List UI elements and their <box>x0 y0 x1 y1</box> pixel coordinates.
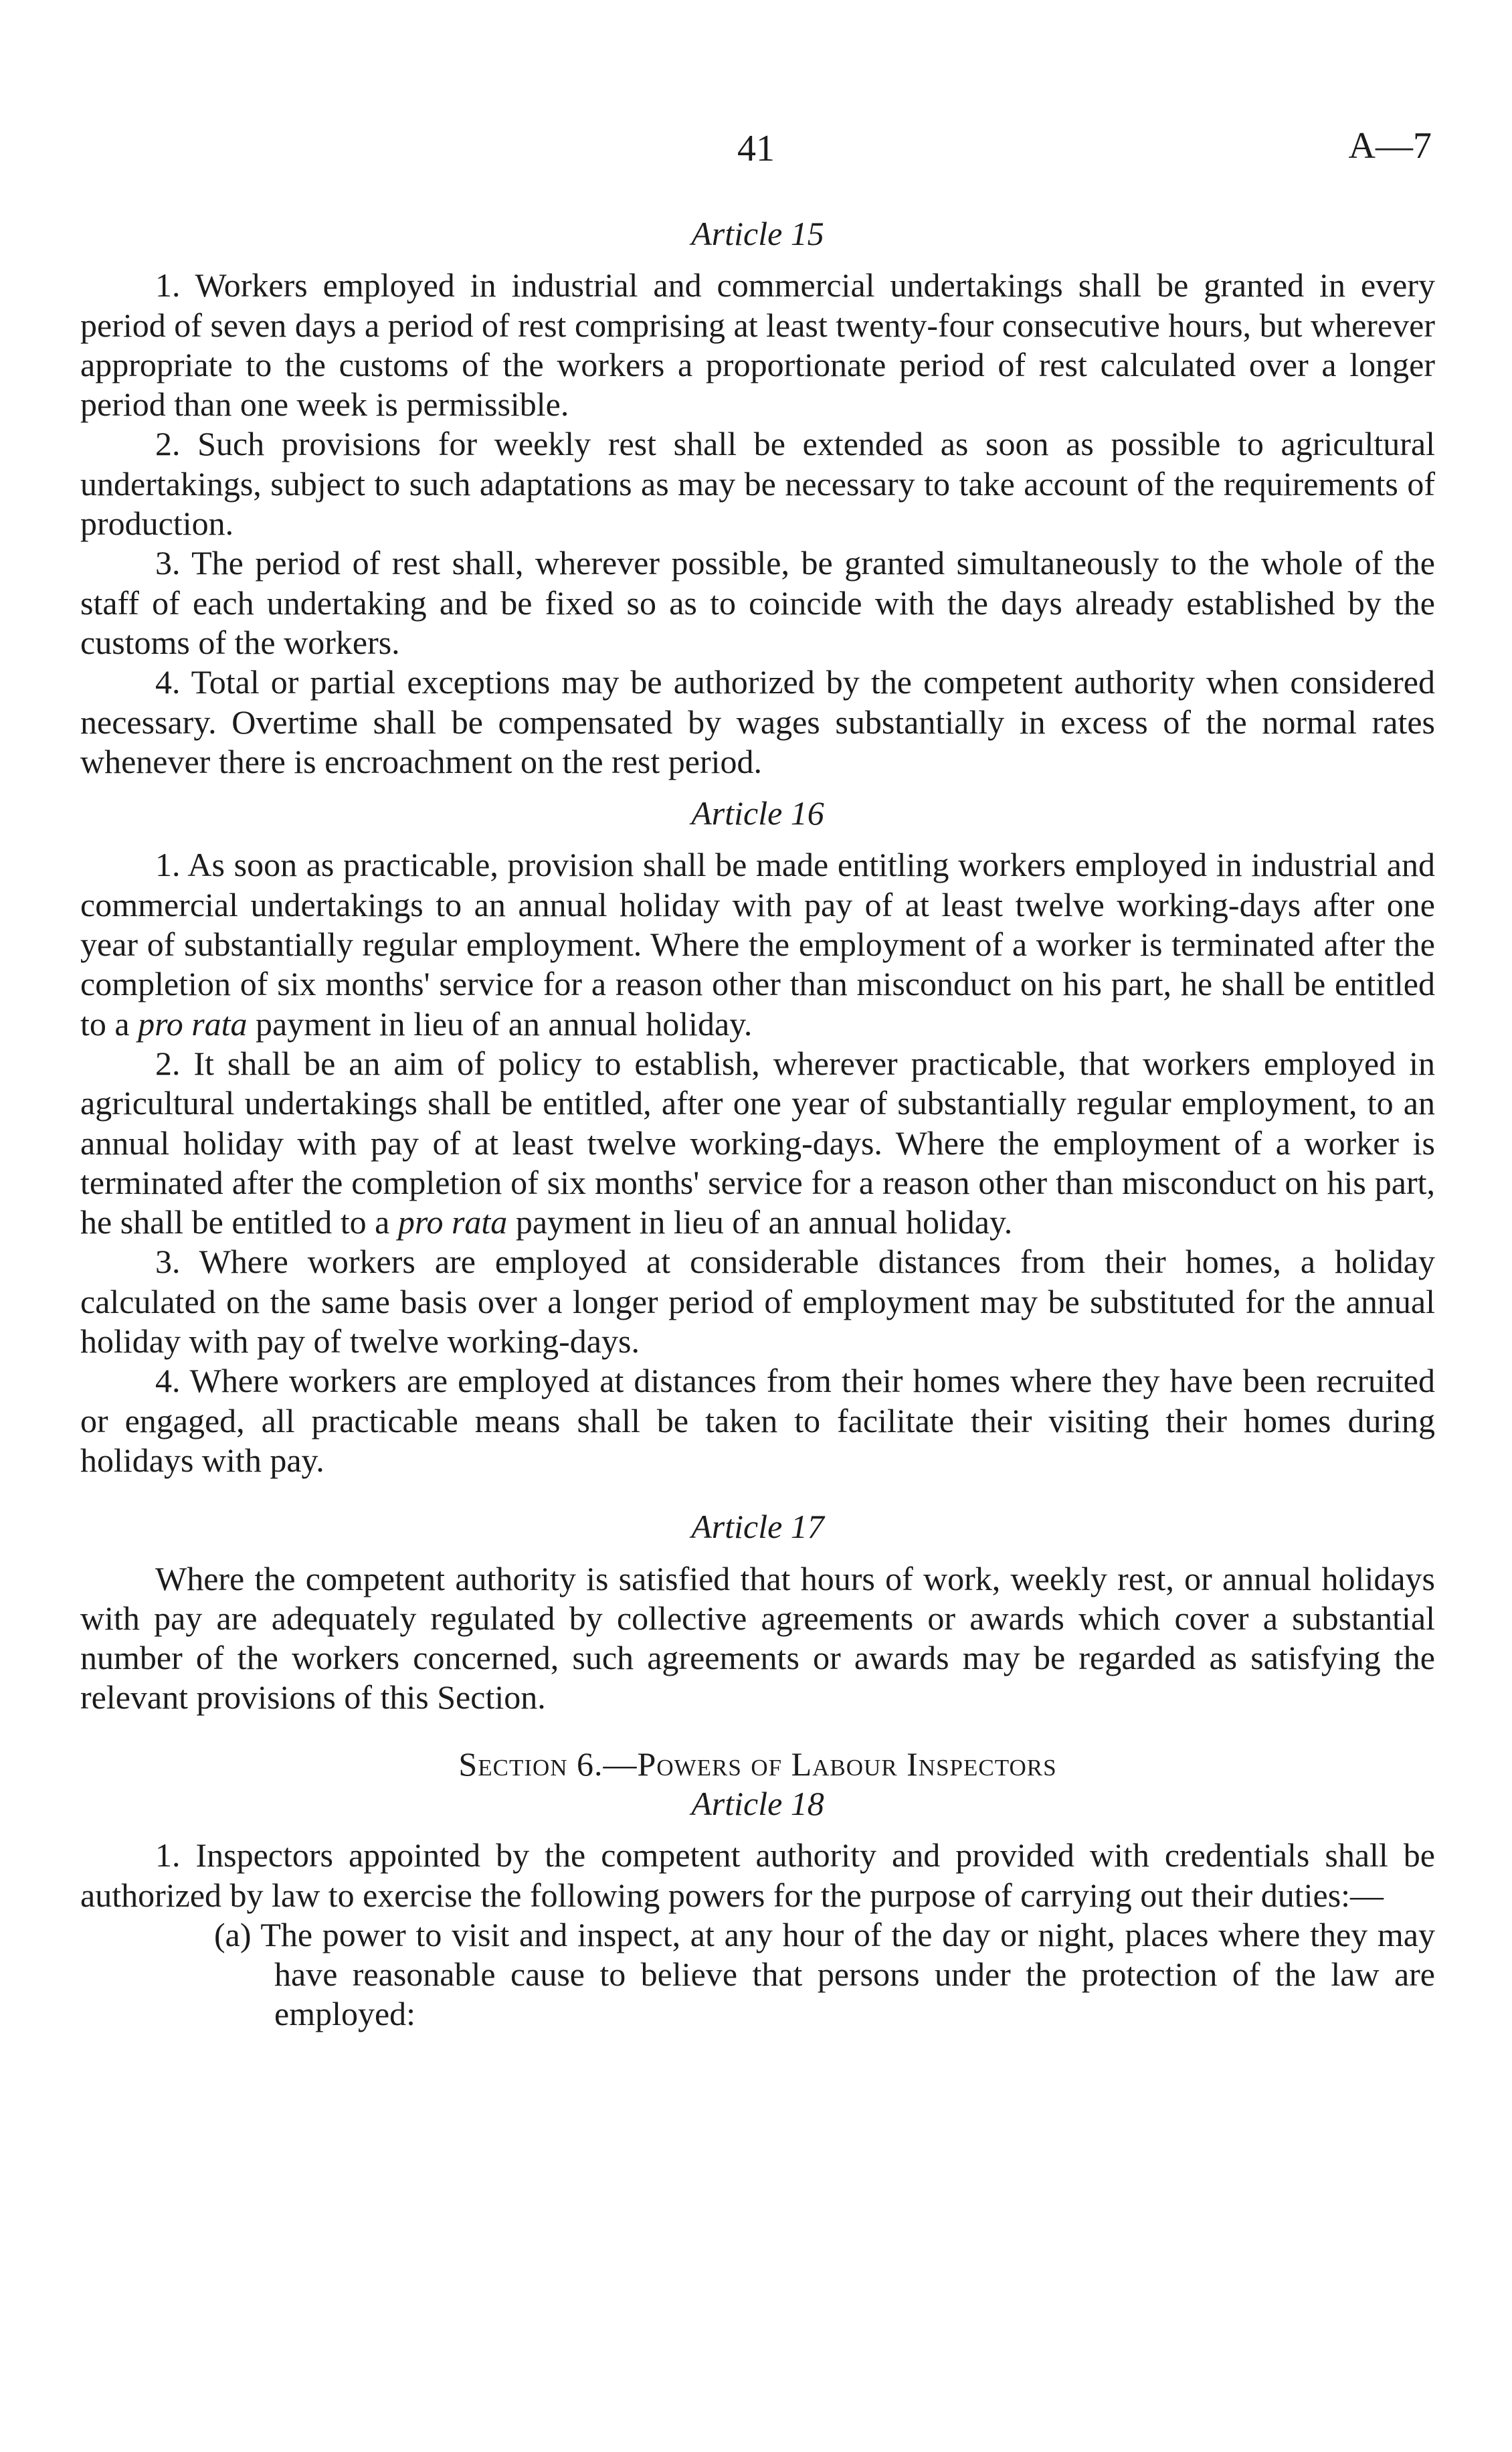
article-18-item-a: (a) The power to visit and inspect, at any hour of the day or night, places where they may have reasonable cause to believe that persons under the protection of the law are employed: <box>214 1915 1435 2033</box>
article-16-paragraph-1 <box>80 845 1435 1043</box>
article-18-paragraph-1: 1. Inspectors appointed by the competent authority and provided with credentials shall be authorized by law to exercise the following powers for the purpose of carrying out their duties:— <box>80 1836 1435 1914</box>
article-16-p1-latin-term: pro rata <box>138 1004 248 1043</box>
article-16-paragraph-4: 4. Where workers are employed at distances from their homes where they have been recruited or engaged, all practicable means shall be taken to facilitate their visiting their homes during holidays with pay. <box>80 1362 1435 1479</box>
article-16-p2-text-end: payment in lieu of an annual holiday. <box>507 1203 1013 1241</box>
article-16-p1-text-end: payment in lieu of an annual holiday. <box>247 1004 753 1043</box>
article-16-paragraph-3: 3. Where workers are employed at considerable distances from their homes, a holiday calculated on the same basis over a longer period of employment may be substituted for the annual holiday with pay of twelve working-days. <box>80 1243 1435 1361</box>
article-16-p2-latin-term: pro rata <box>397 1203 508 1241</box>
article-15-paragraph-4: 4. Total or partial exceptions may be authorized by the competent authority when considered necessary. Overtime shall be compensated by wages substantially in excess of the normal rates whenever there is encroachment on the rest period. <box>80 663 1435 780</box>
article-15-paragraph-3: 3. The period of rest shall, wherever possible, be granted simultaneously to the whole of the staff of each undertaking and be fixed so as to coincide with the days already established by the customs of the workers. <box>80 544 1435 661</box>
article-17-heading: Article 17 <box>691 1508 824 1546</box>
article-16-paragraph-2 <box>80 1044 1435 1242</box>
article-16-p2-text-start: 2. It shall be an aim of policy to establish, wherever practicable, that workers employed in agricultural undertakings shall be entitled, after one year of substantially regular employment, to an annual holiday with pay of at least twelve working-days. Where the employment of a worker is terminated after the completion of six months' service for a reason other than misconduct on his part, he shall be entitled to a <box>80 1044 1435 1241</box>
article-15-heading: Article 15 <box>691 215 824 252</box>
article-16-p1-text-start: 1. As soon as practicable, provision shall be made entitling workers employed in industrial and commercial undertakings to an annual holiday with pay of at least twelve working-days after one year of substantially regular employment. Where the employment of a worker is terminated after the completion of six months' service for a reason other than misconduct on his part, he shall be entitled to a <box>80 846 1435 1043</box>
section-6-heading: Section 6.—Powers of Labour Inspectors <box>458 1745 1057 1783</box>
document-body <box>80 214 1435 2034</box>
article-15-paragraph-2: 2. Such provisions for weekly rest shall be extended as soon as possible to agricultural undertakings, subject to such adaptations as may be necessary to take account of the requirements of production. <box>80 425 1435 543</box>
article-18-heading: Article 18 <box>691 1784 824 1822</box>
article-16-heading: Article 16 <box>691 794 824 833</box>
article-17-paragraph-1: Where the competent authority is satisfied that hours of work, weekly rest, or annual holidays with pay are adequately regulated by collective agreements or awards which cover a substantial number of the workers concerned, such agreements or awards may be regarded as satisfying the relevant provisions of this Section. <box>80 1559 1435 1717</box>
page-number: 41 <box>737 128 775 169</box>
article-15-paragraph-1: 1. Workers employed in industrial and commercial undertakings shall be granted in every period of seven days a period of rest comprising at least twenty-four consecutive hours, but wherever appropriate to the customs of the workers a proportionate period of rest calculated over a longer period than one week is permissible. <box>80 266 1435 424</box>
page-reference: A—7 <box>1348 125 1432 167</box>
